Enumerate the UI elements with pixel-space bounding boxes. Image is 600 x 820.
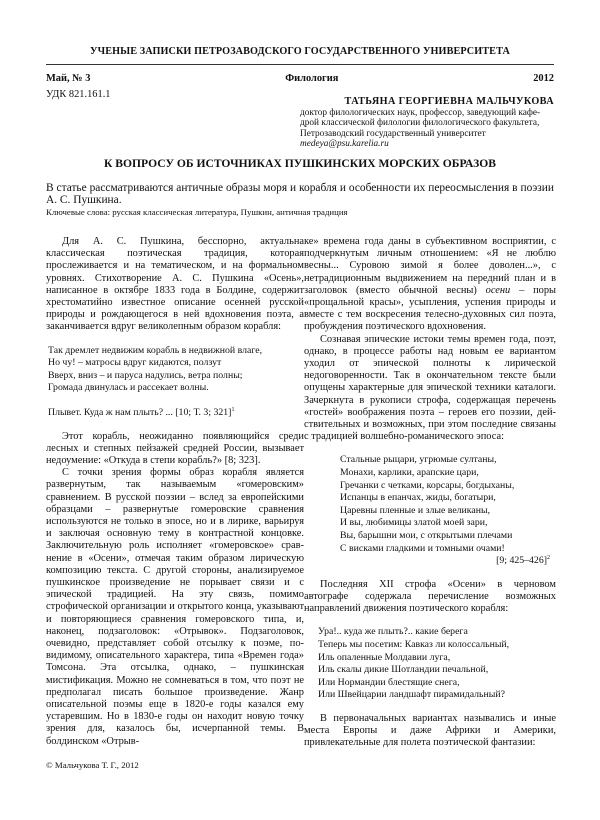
author-affiliation-line: дрой классической филологии филологического факультета, [300,118,540,129]
poem-line: Иль опаленные Молдавии луга, [318,651,451,663]
citation-text: Плывет. Куда ж нам плыть? ... [10; Т. 3; 321] [48,407,232,418]
paragraph: С точки зрения формы образ корабля является развернутым, так называемым «гомеровским» сравнением. В русской поэзии – вслед за европейскими образцами – развернутые гомеровские сравнения используются не только в эпосе, но и в лирике, варьируя и заключая основную тему в контрастной концовке. Заключительную роль исполняет «гомеровское» сравнение в «Осени», отмечая таким образом лирическую композицию текста. С другой стороны, анализируемое пушкинское произведение не порывает связи и с эпической традицией. На эту связь, помимо строфической организации и открытого конца, указывают и повторяющиеся сравнения гомеровского типа, и, наконец, подзаголовок: «Отрывок». Подзаголовок, очевидно, представляет собой отсылку к поэме, по-видимому, описательного характера, типа «Времен года» Томсона. Эта отсылка, однако, – пушкинская мистификация. Можно не сомневаться в том, что поэт не предполагал писать большое произведение. Жанр описательной поэмы еще в 1820-е годы казался ему устаревшим. Но в 1830-е годы он находит новую точку зрения для, казалось бы, исчерпанной темы. В болдинском «Отрыв- [46,467,304,747]
poem-line: Но чу! – матросы вдруг кидаются, ползут [48,357,222,369]
header-rule [46,64,554,65]
poem-line: Громада двинулась и рассекает волны. [48,382,209,394]
citation-text: [9; 425–426] [496,555,547,567]
paragraph: Этот корабль, неожиданно появляющийся среди лесных и степных пейзажей средней России, вызывает недоумение: «Откуда в степи корабль?» [8; 323]. [46,430,304,466]
footnote-marker[interactable]: 1 [231,407,235,413]
poem-citation [48,407,304,420]
section-name: Филология [285,73,339,84]
paragraph: Последняя XII строфа «Осени» в черновом автографе содержала перечисление возможных направлений движения поэтического корабля: [304,578,556,615]
poem-line: Иль скалы дикие Шотландии печальной, [318,664,489,676]
poem-line: Или Швейцарии ландшафт пирамидальный? [318,689,505,701]
poem-line: Царевны пленные и злые великаны, [340,504,491,516]
poem-line: Или Нормандии блестящие снега, [318,676,460,688]
poem-line: Теперь мы посетим: Кавказ ли колоссальный, [318,639,510,650]
paragraph: Для А. С. Пушкина, бесспорно, актуальна классическая поэтическая традиция, которая прослеживается и на тематическом, и на формальном уровнях. Стихотворение А. С. Пушкина «Осень», написанное в октябре 1833 года в Болдине, содержит хрестоматийно известное описание осенней русской природы и рождающегося в ней вдохновения поэта, а заканчивается вдруг великолепным образом корабля: [46,236,304,333]
emphasis-text: осени [485,284,511,296]
author-name: ТАТЬЯНА ГЕОРГИЕВНА МАЛЬЧУКОВА [344,96,554,107]
footnote-marker[interactable]: 2 [547,555,550,562]
right-column [304,236,556,750]
paragraph [304,236,556,334]
poem-line: Вверх, вниз – и паруса надулись, ветра полны; [48,369,243,381]
poem-line: С висками гладкими и томными очами! [340,542,505,554]
issue-number: Май, № 3 [46,73,91,84]
poem-quote [48,345,304,420]
poem-line: Вы, барышни мои, с открытыми плечами [340,530,513,542]
author-affiliation-line: доктор филологических наук, профессор, заведующий кафе- [300,107,541,118]
article-keywords: Ключевые слова: русская классическая литература, Пушкин, античная традиция [46,207,348,217]
poem-line: Так дремлет недвижим корабль в недвижной влаге, [48,344,263,356]
issue-year: 2012 [533,73,554,84]
poem-line: Гречанки с четками, корсары, богдыханы, [340,479,515,491]
poem-line: Стальные рыцари, угрюмые султаны, [340,454,497,466]
paragraph: В первоначальных вариантах назывались и иные места Европы и даже Африки и Америки, привлекательные для полета поэтической фантазии: [304,712,556,749]
poem-line: Ура!.. куда же плыть?.. какие берега [318,626,468,638]
udk-code: УДК 821.161.1 [46,89,111,100]
article-abstract: В статье рассматриваются античные образы моря и корабля и особенности их переосмысления в поэзии А. С. Пушкина. [46,182,554,207]
author-block [300,97,554,150]
poem-quote [318,626,556,702]
poem-line: Испанцы в епанчах, жиды, богатыри, [340,492,496,504]
issue-meta-row [46,73,554,84]
journal-title: УЧЕНЫЕ ЗАПИСКИ ПЕТРОЗАВОДСКОГО ГОСУДАРСТВЕННОГО УНИВЕРСИТЕТА [90,46,510,57]
poem-line: И вы, любимицы златой моей зари, [340,517,488,529]
poem-line: Монахи, карлики, арапские цари, [340,467,479,479]
left-column [46,236,304,748]
author-affiliation-line: Петрозаводский государственный университет [300,128,486,139]
author-email-link[interactable]: medeya@psu.karelia.ru [300,139,389,150]
poem-citation [340,555,556,568]
copyright-notice: © Мальчукова Т. Г., 2012 [46,760,139,770]
article-title: К ВОПРОСУ ОБ ИСТОЧНИКАХ ПУШКИНСКИХ МОРСКИХ ОБРАЗОВ [103,157,496,170]
poem-quote [340,454,556,567]
paragraph-text: ке» времена года даны в субъективном восприятии, с подчеркнутым личным отношением: «Я не люблю весны... Суровою зимой я более доволен...», с нетрадиционным выдвижением на передний план и в заголовок (вместо обычной весны) [304,236,556,296]
paragraph-text: – поры «прощальной красы», усыпления, успения природы и вместе с тем воскресения телесно-духовных сил поэта, пробуждения поэтического вдохновения. [304,284,556,333]
paragraph: Сознавая эпические истоки темы времен года, поэт, однако, в процессе работы над новым ее вариантом уходил от эпической полноты к лирической недоговоренности. Так в окончательном тексте были опущены характерные для эпической техники каталоги. Зачеркнута в рукописи строфа, содержащая перечень «гостей» воображения поэта – героев его поэзии, действительных и возможных, при этом последние связаны с традицией волшебно-романического эпоса: [304,333,556,443]
